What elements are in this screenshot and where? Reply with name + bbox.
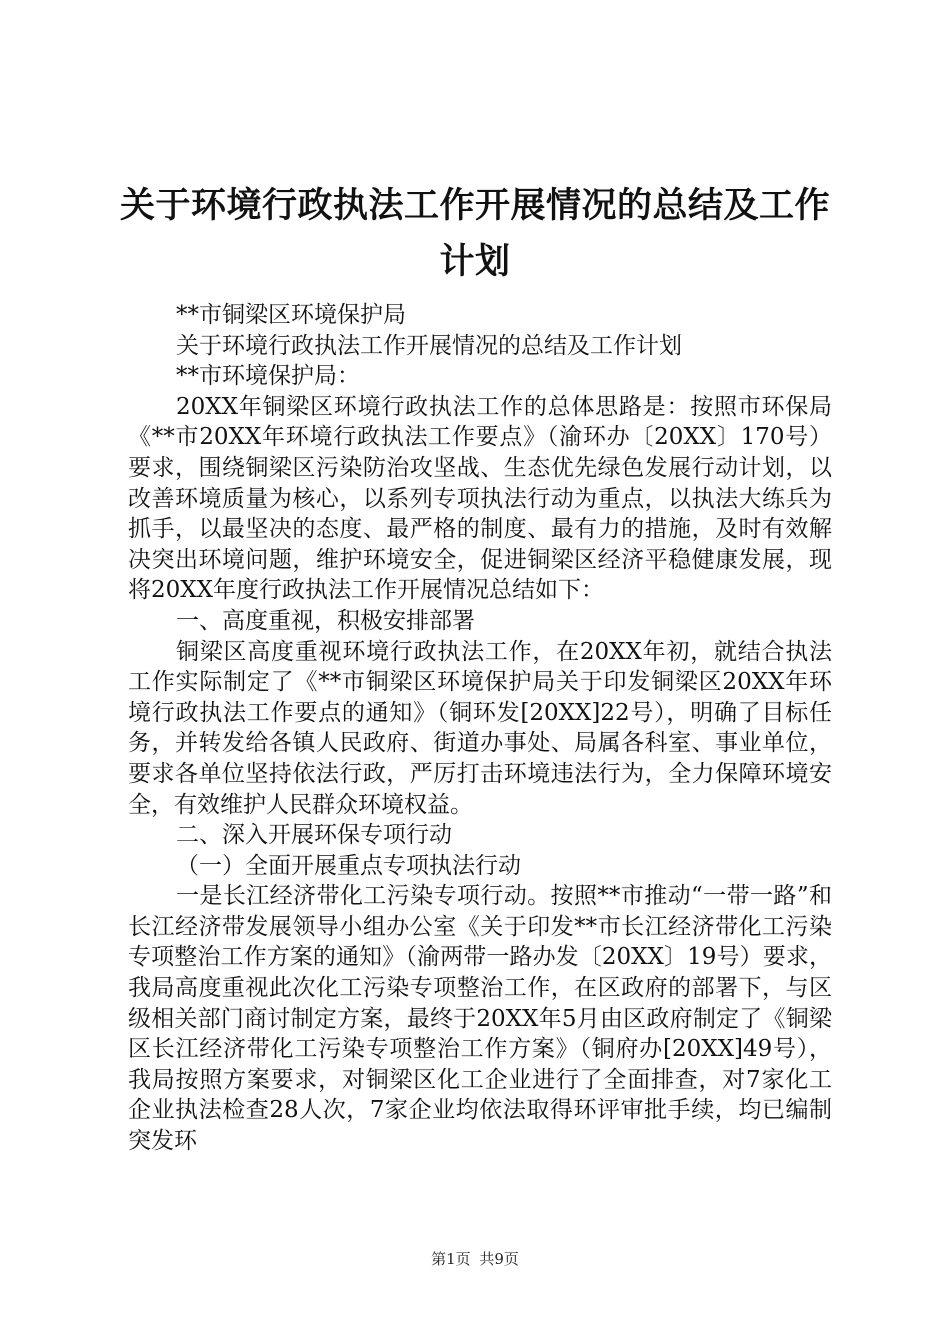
paragraph-overview: 20XX年铜梁区环境行政执法工作的总体思路是：按照市环保局《**市20XX年环境行政执法工作要点》（渝环办〔20XX〕170号）要求，围绕铜梁区污染防治攻坚战、生态优先绿色发展行动计划，以改善环境质量为核心，以系列专项执法行动为重点，以执法大练兵为抓手，以最坚决的态度、最严格的制度、最有力的措施，及时有效解决突出环境问题，维护环境安全，促进铜梁区经济平稳健康发展，现将20XX年度行政执法工作开展情况总结如下：: [128, 393, 832, 604]
section-heading-2: 二、深入开展环保专项行动: [176, 822, 452, 849]
page-footer: [0, 1249, 950, 1269]
paragraph-recipient: **市环境保护局：: [176, 363, 360, 390]
page-total: 共9页: [479, 1250, 519, 1268]
document-title: 关于环境行政执法工作开展情况的总结及工作计划: [119, 186, 830, 282]
subsection-heading-1: （一）全面开展重点专项执法行动: [176, 852, 521, 879]
section-heading-1: 一、高度重视，积极安排部署: [176, 607, 475, 634]
paragraph-subsection-1: 一是长江经济带化工污染专项行动。按照**市推动“一带一路”和长江经济带发展领导小组办公室《关于印发**市长江经济带化工污染专项整治工作方案的通知》（渝两带一路办发〔20XX〕19号）要求，我局高度重视此次化工污染专项整治工作，在区政府的部署下，与区级相关部门商讨制定方案，最终于20XX年5月由区政府制定了《铜梁区长江经济带化工污染专项整治工作方案》（铜府办[20XX]49号），我局按照方案要求，对铜梁区化工企业进行了全面排查，对7家化工企业执法检查28人次，7家企业均依法取得环评审批手续，均已编制突发环: [128, 883, 832, 1155]
page-number: 第1页: [431, 1250, 471, 1268]
paragraph-subtitle: 关于环境行政执法工作开展情况的总结及工作计划: [176, 332, 682, 359]
paragraph-issuer: **市铜梁区环境保护局: [176, 302, 406, 328]
paragraph-section-1: 铜梁区高度重视环境行政执法工作，在20XX年初，就结合执法工作实际制定了《**市铜梁区环境保护局关于印发铜梁区20XX年环境行政执法工作要点的通知》（铜环发[20XX]22号），明确了目标任务，并转发给各镇人民政府、街道办事处、局属各科室、事业单位，要求各单位坚持依法行政，严厉打击环境违法行为，全力保障环境安全，有效维护人民群众环境权益。: [128, 638, 832, 818]
document-body: [128, 300, 832, 1157]
